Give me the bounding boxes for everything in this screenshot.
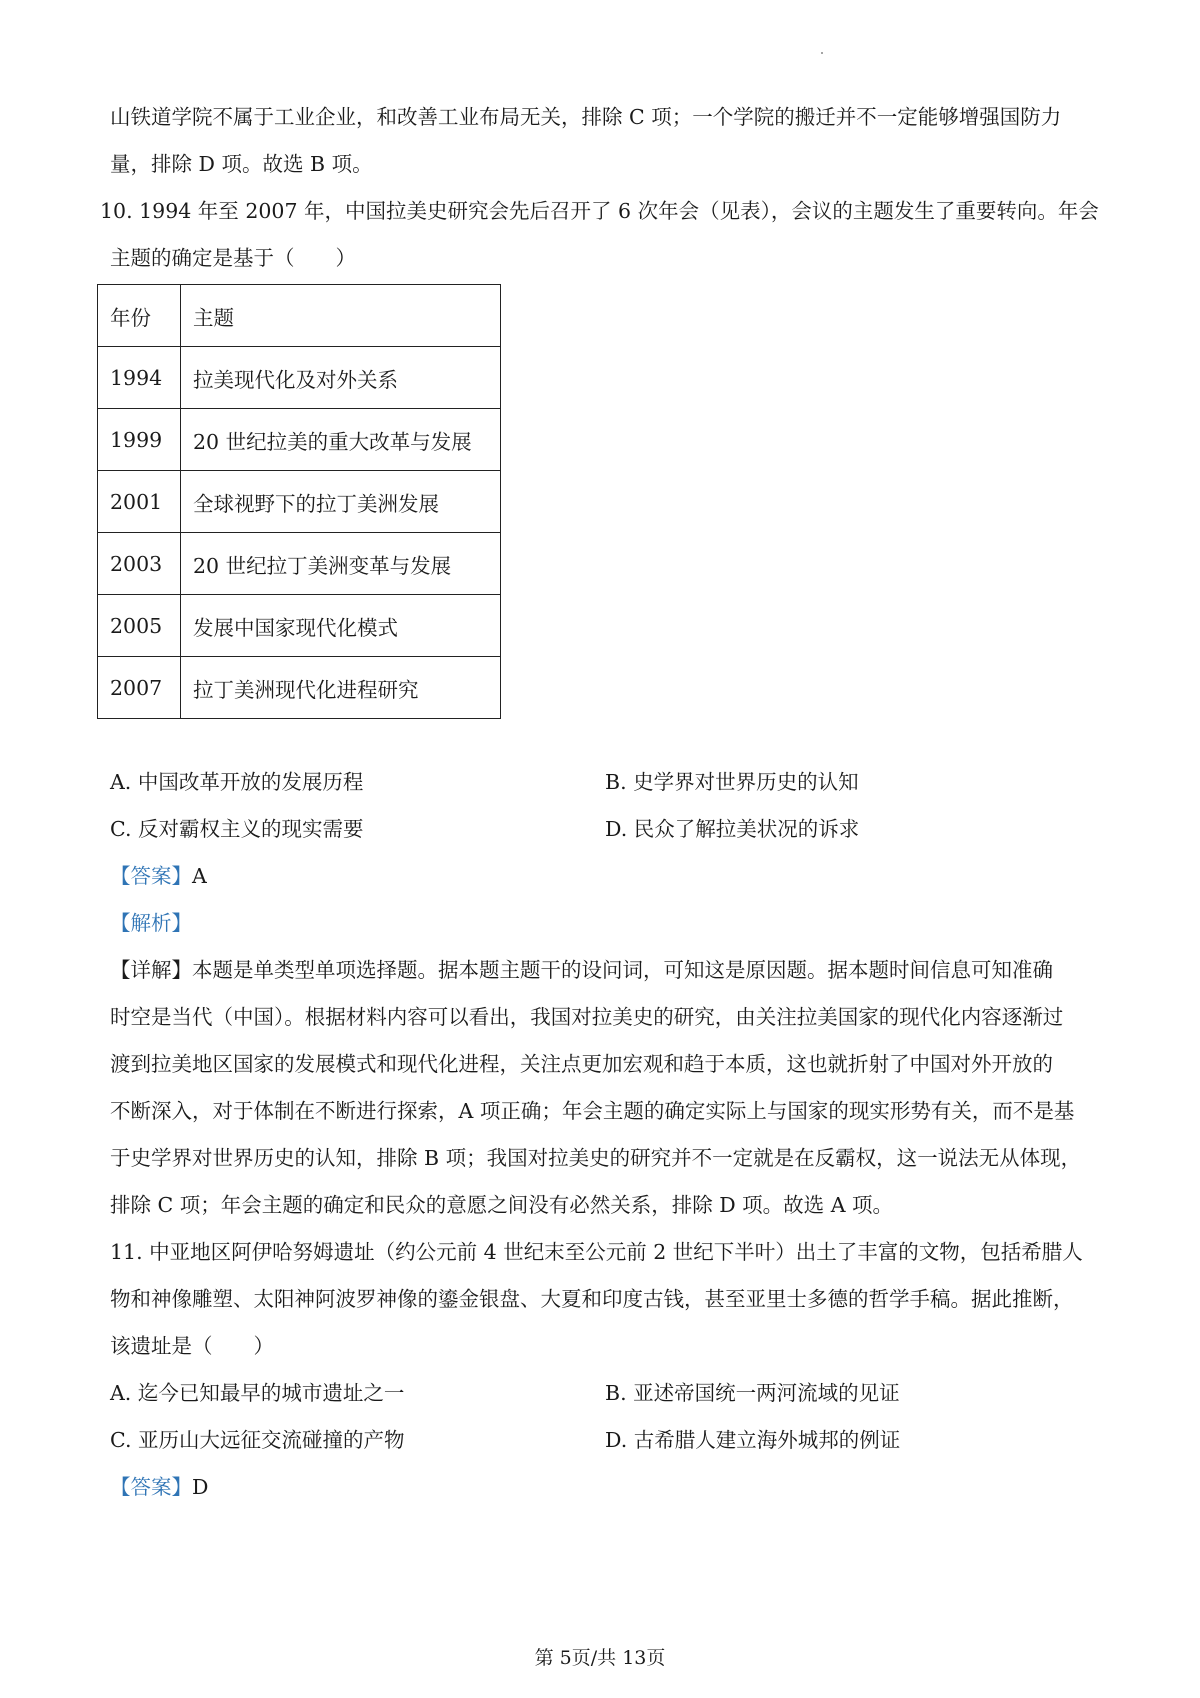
q10-detail-line: 【详解】本题是单类型单项选择题。据本题主题干的设问词，可知这是原因题。据本题时间信息可知准确 [110,958,1053,982]
q10-detail-line: 不断深入，对于体制在不断进行探索，A 项正确；年会主题的确定实际上与国家的现实形势有关，而不是基 [110,1099,1075,1123]
q10-answer [110,853,1100,900]
table-cell-theme: 20 世纪拉丁美洲变革与发展 [181,533,501,595]
table-row [98,347,501,409]
q10-stem-line: 10. 1994 年至 2007 年，中国拉美史研究会先后召开了 6 次年会（见表），会议的主题发生了重要转向。年会 [100,199,1099,223]
q11-option-a: A. 迄今已知最早的城市遗址之一 [110,1381,405,1405]
annual-meeting-table [97,284,501,719]
table-cell-year: 2003 [98,533,181,595]
q11-stem-line: 该遗址是（ ） [110,1334,274,1358]
prev-explanation-line: 山铁道学院不属于工业企业，和改善工业布局无关，排除 C 项；一个学院的搬迁并不一定能够增强国防力 [110,105,1062,129]
table-cell-year: 2001 [98,471,181,533]
q11-options-row [110,1417,1100,1464]
table-cell-theme: 全球视野下的拉丁美洲发展 [181,471,501,533]
q10-options-row [110,759,1100,806]
q11-option-c: C. 亚历山大远征交流碰撞的产物 [110,1428,405,1452]
q11-stem-line: 11. 中亚地区阿伊哈努姆遗址（约公元前 4 世纪末至公元前 2 世纪下半叶）出土了丰富的文物，包括希腊人 [110,1240,1083,1264]
table-cell-year: 1999 [98,409,181,471]
q10-detail-line: 于史学界对世界历史的认知，排除 B 项；我国对拉美史的研究并不一定就是在反霸权，这一说法无从体现， [110,1146,1082,1170]
q11-options-row [110,1370,1100,1417]
table-row [98,533,501,595]
table-cell-theme: 发展中国家现代化模式 [181,595,501,657]
analysis-tag: 【解析】 [110,911,192,935]
q11-stem-line: 物和神像雕塑、太阳神阿波罗神像的鎏金银盘、大夏和印度古钱，甚至亚里士多德的哲学手稿。据此推断， [110,1287,1074,1311]
q11-option-b: B. 亚述帝国统一两河流域的见证 [605,1381,900,1405]
table-cell-theme: 拉丁美洲现代化进程研究 [181,657,501,719]
prev-explanation-line: 量，排除 D 项。故选 B 项。 [110,152,373,176]
q10-detail-line: 时空是当代（中国）。根据材料内容可以看出，我国对拉美史的研究，由关注拉美国家的现代化内容逐渐过 [110,1005,1064,1029]
table-row [98,657,501,719]
answer-tag: 【答案】 [110,1475,192,1499]
table-row [98,409,501,471]
table-cell-year: 2007 [98,657,181,719]
answer-tag: 【答案】 [110,864,192,888]
q11-option-d: D. 古希腊人建立海外城邦的例证 [605,1428,901,1452]
scan-dot [821,52,823,54]
q10-stem-line: 主题的确定是基于（ ） [110,246,356,270]
table-cell-theme: 20 世纪拉美的重大改革与发展 [181,409,501,471]
table-cell-year: 1994 [98,347,181,409]
answer-value: A [192,864,207,888]
page-footer: 第 5页/共 13页 [534,1647,666,1669]
q10-option-c: C. 反对霸权主义的现实需要 [110,817,364,841]
table-cell-year: 2005 [98,595,181,657]
table-row [98,595,501,657]
table-row [98,471,501,533]
q10-option-a: A. 中国改革开放的发展历程 [110,770,364,794]
q10-options-row [110,806,1100,853]
table-cell-theme: 拉美现代化及对外关系 [181,347,501,409]
document-page [100,94,1100,1511]
table-header-row [98,285,501,347]
table-header-theme: 主题 [181,285,501,347]
q11-answer [110,1464,1100,1511]
q10-analysis-tag [110,900,1100,947]
q10-detail-line: 渡到拉美地区国家的发展模式和现代化进程，关注点更加宏观和趋于本质，这也就折射了中国对外开放的 [110,1052,1053,1076]
q10-detail-line: 排除 C 项；年会主题的确定和民众的意愿之间没有必然关系，排除 D 项。故选 A 项。 [110,1193,894,1217]
table-header-year: 年份 [98,285,181,347]
q10-option-d: D. 民众了解拉美状况的诉求 [605,817,860,841]
answer-value: D [192,1475,209,1499]
q10-option-b: B. 史学界对世界历史的认知 [605,770,859,794]
